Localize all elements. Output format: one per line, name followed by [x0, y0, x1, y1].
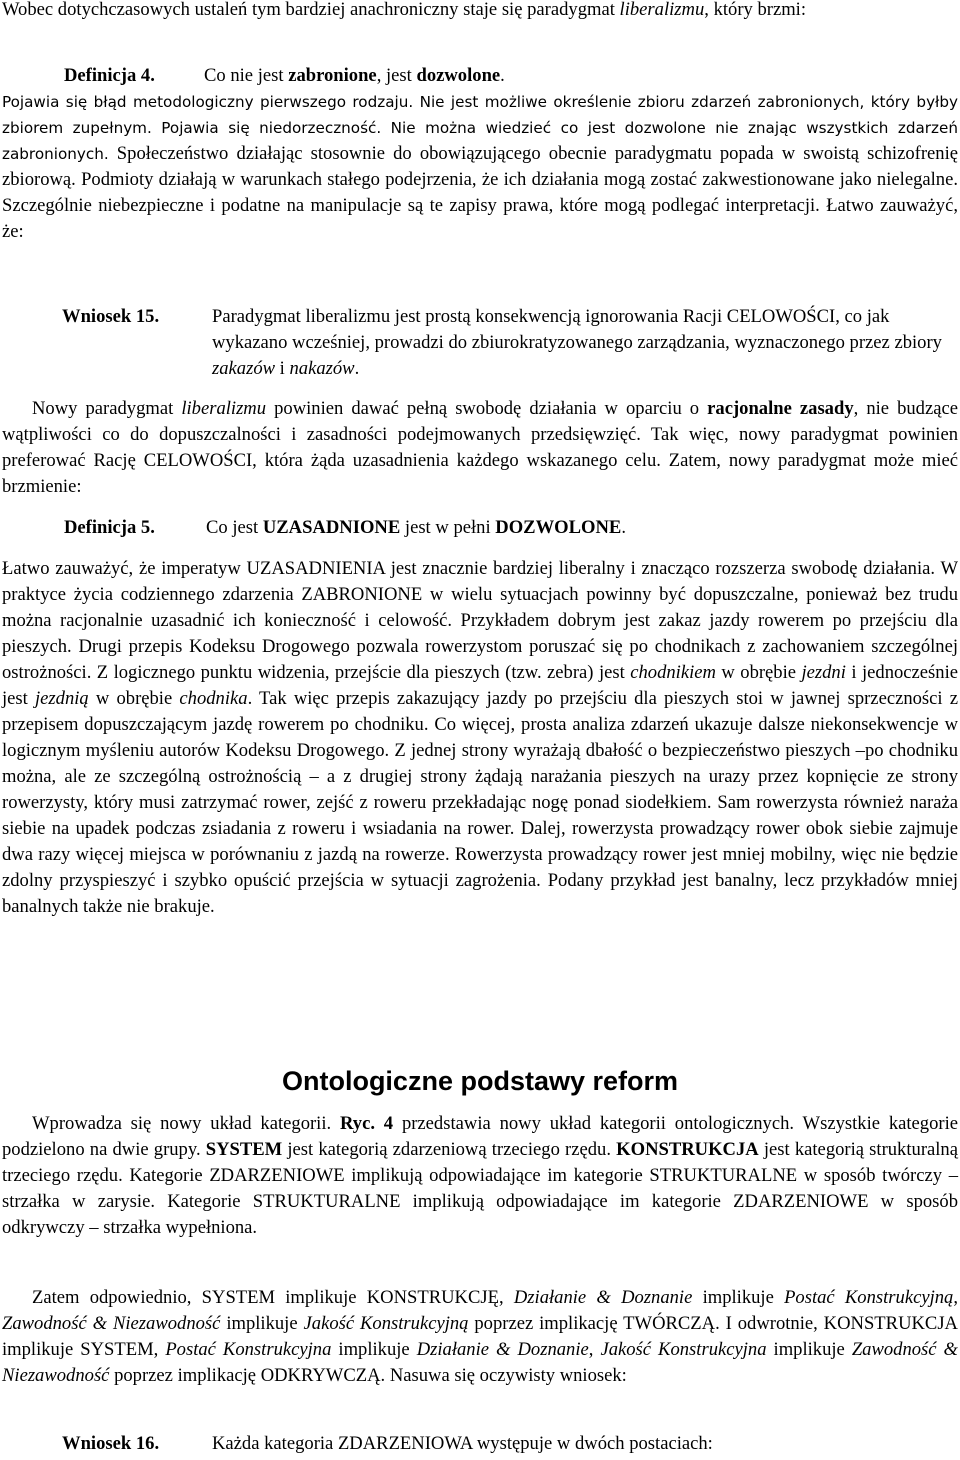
- paragraph-implications: Zatem odpowiednio, SYSTEM implikuje KONSTRUKCJĘ, Działanie & Doznanie implikuje Postać Konstrukcyjną, Zawodność & Niezawodność implikuje Jakość Konstrukcyjną poprzez implikację TWÓRCZĄ. I odwrotnie, KONSTRUKCJA implikuje SYSTEM, Postać Konstrukcyjna implikuje Działanie & Doznanie, Jakość Konstrukcyjna implikuje Zawodność & Niezawodność poprzez implikację ODKRYWCZĄ. Nasuwa się oczywisty wniosek:: [2, 1287, 959, 1386]
- definition-5-text: Co jest UZASADNIONE jest w pełni DOZWOLONE.: [206, 517, 626, 538]
- section-heading: Ontologiczne podstawy reform: [281, 1066, 679, 1096]
- paragraph-new-paradigm: Nowy paradygmat liberalizmu powinien dawać pełną swobodę działania w oparciu o racjonalne zasady, nie budzące wątpliwości co do dopuszczalności i zasadności podejmowanych przedsięwzięć. Tak więc, nowy paradygmat powinien preferować Rację CELOWOŚCI, która żąda uzasadnienia każdego wskazanego celu. Zatem, nowy paradygmat może mieć brzmienie:: [2, 398, 958, 497]
- conclusion-15-text: Paradygmat liberalizmu jest prostą konsekwencją ignorowania Racji CELOWOŚCI, co jak wykazano wcześniej, prowadzi do zbiurokratyzowanego zarządzania, wyznaczonego przez zbiory zakazów i nakazów.: [212, 306, 942, 379]
- conclusion-15-label: Wniosek 15.: [62, 306, 160, 327]
- paragraph-intro: Wobec dotychczasowych ustaleń tym bardziej anachroniczny staje się paradygmat liberalizmu, który brzmi:: [2, 0, 806, 20]
- paragraph-methodological-error: Pojawia się błąd metodologiczny pierwszego rodzaju. Nie jest możliwe określenie zbioru zdarzeń zabronionych, który byłby zbiorem zupełnym. Pojawia się niedorzeczność. Nie można wiedzieć co jest dozwolone nie znając wszystkich zdarzeń zabronionych. Społeczeństwo działając stosownie do obowiązującego obecnie paradygmatu popada w swoistą schizofrenię zbiorową. Podmioty działają w warunkach stałego podejrzenia, że ich działania mogą zostać zakwestionowane jako nielegalne. Szczególnie niebezpieczne i podatne na manipulacje są te zapisy prawa, które mogą podlegać interpretacji. Łatwo zauważyć, że:: [2, 93, 958, 242]
- definition-4-text: Co nie jest zabronione, jest dozwolone.: [204, 65, 505, 86]
- definition-5-label: Definicja 5.: [64, 517, 155, 538]
- definition-4-label: Definicja 4.: [64, 65, 155, 86]
- paragraph-justification-example: Łatwo zauważyć, że imperatyw UZASADNIENIA jest znacznie bardziej liberalny i znacząco rozszerza swobodę działania. W praktyce życia codziennego zdarzenia ZABRONIONE w wielu sytuacjach powinny być dopuszczalne, ponieważ bez trudu można racjonalnie uzasadnić ich konieczność i celowość. Przykładem dobrym jest zakaz jazdy rowerem po przejściu dla pieszych. Drugi przepis Kodeksu Drogowego pozwala rowerzystom poruszać się po chodnikach z zachowaniem szczególnej ostrożności. Z logicznego punktu widzenia, przejście dla pieszych (tzw. zebra) jest chodnikiem w obrębie jezdni i jednocześnie jest jezdnią w obrębie chodnika. Tak więc przepis zakazujący jazdy po przejściu dla pieszych stoi w jawnej sprzeczności z przepisem dopuszczającym jazdę rowerem po chodniku. Co więcej, prosta analiza zdarzeń ukazuje dalsze niekonsekwencje w logicznym myśleniu autorów Kodeksu Drogowego. Z jednej strony wyrażają dbałość o bezpieczeństwo pieszych –po chodniku można, ale ze szczególną ostrożnością – a z drugiej strony żądają narażania pieszych na urazy przez kopnięcie ze strony rowerzysty, który musi zatrzymać rower, zejść z roweru przekładając nogę ponad siodełkiem. Sam rowerzysta również naraża siebie na upadek podczas zsiadania z roweru i wsiadania na rower. Dalej, rowerzysta prowadzący rower obok siebie zajmuje dwa razy więcej miejsca w porównaniu z jazdą na rowerze. Rowerzysta prowadzący rower jest mniej mobilny, więc nie będzie zdolny przyspieszyć i szybko opuścić przejścia w sytuacji zagrożenia. Podany przykład jest banalny, lecz przykładów mniej banalnych także nie brakuje.: [2, 558, 958, 917]
- conclusion-16-text: Każda kategoria ZDARZENIOWA występuje w dwóch postaciach:: [212, 1433, 713, 1454]
- conclusion-16-label: Wniosek 16.: [62, 1433, 160, 1454]
- paragraph-categories: Wprowadza się nowy układ kategorii. Ryc. 4 przedstawia nowy układ kategorii ontologicznych. Wszystkie kategorie podzielono na dwie grupy. SYSTEM jest kategorią zdarzeniową trzeciego rzędu. KONSTRUKCJA jest kategorią strukturalną trzeciego rzędu. Kategorie ZDARZENIOWE implikują odpowiadające im kategorie STRUKTURALNE w sposób twórczy – strzałka w zarysie. Kategorie STRUKTURALNE implikują odpowiadające im kategorie ZDARZENIOWE w sposób odkrywczy – strzałka wypełniona.: [2, 1113, 959, 1238]
